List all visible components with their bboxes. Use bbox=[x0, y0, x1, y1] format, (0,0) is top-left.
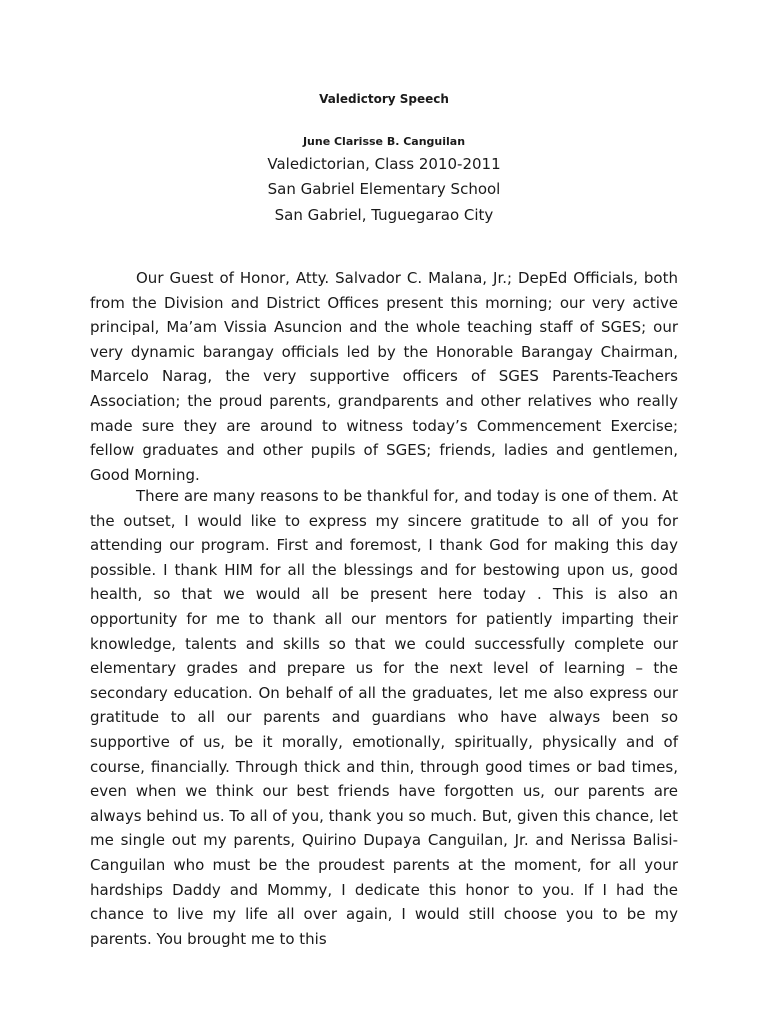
school-name-line: San Gabriel Elementary School bbox=[267, 180, 501, 198]
document-title: Valedictory Speech bbox=[319, 92, 449, 106]
author-title-line: Valedictorian, Class 2010-2011 bbox=[267, 155, 501, 173]
gratitude-paragraph: There are many reasons to be thankful for, and today is one of them. At the outset, I would like to express my sincere gratitude to all of you for attending our program. First and foremost, I thank God for making this day possible. I thank HIM for all the blessings and for bestowing upon us, good health, so that we would all be present here today . This is also an opportunity for me to thank all our mentors for patiently imparting their knowledge, talents and skills so that we could successfully complete our elementary grades and prepare us for the next level of learning – the secondary education. On behalf of all the graduates, let me also express our gratitude to all our parents and guardians who have always been so supportive of us, be it morally, emotionally, spiritually, physically and of course, financially. Through thick and thin, through good times or bad times, even when we think our best friends have forgotten us, our parents are always behind us. To all of you, thank you so much. But, given this chance, let me single out my parents, Quirino Dupaya Canguilan, Jr. and Nerissa Balisi-Canguilan who must be the proudest parents at the moment, for all your hardships Daddy and Mommy, I dedicate this honor to you. If I had the chance to live my life all over again, I would still choose you to be my parents. You brought me to this bbox=[90, 487, 678, 948]
salutation-paragraph: Our Guest of Honor, Atty. Salvador C. Malana, Jr.; DepEd Officials, both from the Division and District Offices present this morning; our very active principal, Ma’am Vissia Asuncion and the whole teaching staff of SGES; our very dynamic barangay officials led by the Honorable Barangay Chairman, Marcelo Narag, the very supportive officers of SGES Parents-Teachers Association; the proud parents, grandparents and other relatives who really made sure they are around to witness today’s Commencement Exercise; fellow graduates and other pupils of SGES; friends, ladies and gentlemen, Good Morning. bbox=[90, 269, 678, 484]
school-location-line: San Gabriel, Tuguegarao City bbox=[274, 206, 494, 224]
author-name: June Clarisse B. Canguilan bbox=[302, 135, 466, 148]
